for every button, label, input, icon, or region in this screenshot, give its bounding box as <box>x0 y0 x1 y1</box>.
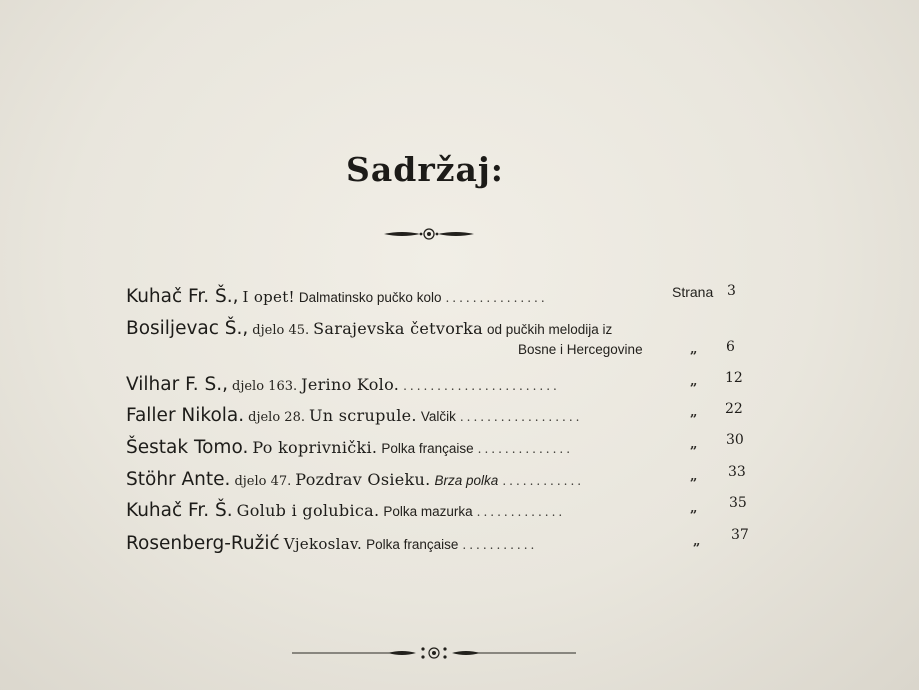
genre-label: Polka française <box>366 537 459 552</box>
composer-name: Faller Nikola. <box>126 405 245 426</box>
genre-label: od pučkih melodija iz <box>486 322 613 337</box>
work-title: Po koprivnički. <box>252 438 378 457</box>
composer-name: Rosenberg-Ružić <box>126 533 280 554</box>
ditto-mark: „ <box>690 469 698 484</box>
ditto-mark: „ <box>690 374 698 389</box>
work-title: Vjekoslav. <box>283 535 363 553</box>
toc-entry-8 <box>126 533 537 561</box>
leader-dots: ....................... <box>403 379 560 393</box>
bottom-ornament-icon <box>292 644 576 662</box>
ditto-mark: „ <box>693 534 701 549</box>
composer-name: Stöhr Ante. <box>126 469 231 490</box>
toc-entry-1 <box>126 286 548 314</box>
leader-dots: ............. <box>476 505 566 519</box>
composer-name: Šestak Tomo. <box>126 437 249 458</box>
toc-entry-6 <box>126 469 584 497</box>
work-title: Jerino Kolo. <box>301 375 400 394</box>
genre-continuation: Bosne i Hercegovine <box>518 342 643 357</box>
page-number: 37 <box>731 527 749 543</box>
work-title: I opet! <box>242 288 295 306</box>
genre-label: Valčik <box>420 409 456 424</box>
composer-name: Bosiljevac Š., <box>126 318 249 339</box>
page-number: 3 <box>727 283 736 299</box>
leader-dots: ............ <box>502 474 585 488</box>
work-title: Sarajevska četvorka <box>313 319 483 338</box>
ditto-mark: „ <box>690 437 698 452</box>
composer-name: Kuhač Fr. Š. <box>126 500 233 521</box>
leader-dots: ........... <box>462 538 538 552</box>
page-label: Strana <box>672 284 714 300</box>
title-ornament-icon <box>382 226 476 242</box>
page-number: 12 <box>725 370 743 386</box>
work-title: Golub i golubica. <box>236 501 380 520</box>
page-number: 33 <box>728 464 746 480</box>
toc-entry-3 <box>126 374 560 402</box>
opus-number: djelo 47. <box>234 474 292 489</box>
genre-label: Dalmatinsko pučko kolo <box>298 290 442 305</box>
page-title: Sadržaj: <box>346 150 504 189</box>
ditto-mark: „ <box>690 342 698 357</box>
opus-number: djelo 163. <box>232 379 298 394</box>
page-number: 22 <box>725 401 743 417</box>
leader-dots: .................. <box>459 410 583 424</box>
toc-entry-4 <box>126 405 583 433</box>
ditto-mark: „ <box>690 405 698 420</box>
opus-number: djelo 28. <box>248 410 305 425</box>
genre-label: Polka mazurka <box>383 504 473 519</box>
work-title: Pozdrav Osieku. <box>295 470 431 489</box>
work-title: Un scrupule. <box>308 406 417 425</box>
leader-dots: ............... <box>445 291 548 305</box>
toc-entry-5 <box>126 437 573 465</box>
composer-name: Vilhar F. S., <box>126 374 229 395</box>
toc-entry-7 <box>126 500 565 528</box>
page-number: 30 <box>726 432 744 448</box>
genre-label: Brza polka <box>434 473 499 488</box>
ditto-mark: „ <box>690 501 698 516</box>
page-number: 35 <box>729 495 747 511</box>
opus-number: djelo 45. <box>252 323 310 338</box>
page-number: 6 <box>726 339 735 355</box>
leader-dots: .............. <box>477 442 574 456</box>
genre-label: Polka française <box>381 441 474 456</box>
composer-name: Kuhač Fr. Š., <box>126 286 239 307</box>
